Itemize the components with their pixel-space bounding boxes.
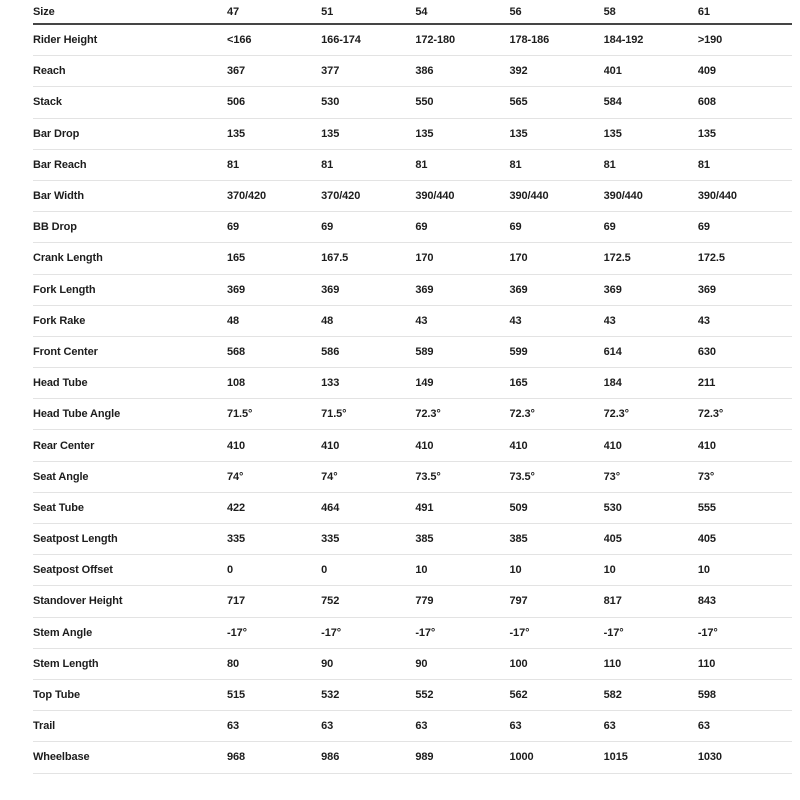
cell-value: 69 xyxy=(697,221,710,234)
row-label: Top Tube xyxy=(33,689,81,702)
cell-value: 48 xyxy=(321,314,334,327)
row-label: Seat Tube xyxy=(33,501,84,514)
row-label: Stack xyxy=(33,96,62,109)
cell-value: -17° xyxy=(321,626,342,639)
row-label: Rider Height xyxy=(33,34,98,47)
cell-value: 377 xyxy=(321,65,340,78)
cell-value: 630 xyxy=(697,345,716,358)
cell-value: -17° xyxy=(227,626,247,639)
cell-value: 69 xyxy=(227,221,240,234)
cell-value: 184-192 xyxy=(603,34,644,47)
size-header-value: 47 xyxy=(227,5,240,18)
cell-value: 1015 xyxy=(603,751,628,764)
cell-value: -17° xyxy=(415,626,436,639)
cell-value: 532 xyxy=(321,689,340,702)
cell-value: 135 xyxy=(415,127,434,140)
cell-value: 135 xyxy=(603,127,622,140)
cell-value: 74° xyxy=(227,470,244,483)
table-row xyxy=(33,493,792,524)
cell-value: 608 xyxy=(697,96,716,109)
cell-value: 63 xyxy=(321,720,334,733)
cell-value: 167.5 xyxy=(321,252,349,265)
cell-value: 63 xyxy=(415,720,428,733)
cell-value: 170 xyxy=(509,252,528,265)
cell-value: 73° xyxy=(697,470,715,483)
row-label: Fork Length xyxy=(33,283,96,296)
table-row xyxy=(33,181,792,212)
geometry-table-body xyxy=(33,25,792,774)
cell-value: 172.5 xyxy=(697,252,725,265)
cell-value: 10 xyxy=(603,564,616,577)
cell-value: 135 xyxy=(321,127,340,140)
cell-value: 81 xyxy=(509,158,522,171)
cell-value: 369 xyxy=(227,283,246,296)
cell-value: 71.5° xyxy=(227,408,253,421)
table-row xyxy=(33,56,792,87)
cell-value: 385 xyxy=(509,533,528,546)
cell-value: 335 xyxy=(321,533,340,546)
cell-value: 73.5° xyxy=(509,470,535,483)
cell-value: 80 xyxy=(227,657,240,670)
cell-value: 370/420 xyxy=(321,190,361,203)
cell-value: 369 xyxy=(697,283,716,296)
cell-value: <166 xyxy=(227,34,252,47)
cell-value: 968 xyxy=(227,751,246,764)
cell-value: 401 xyxy=(603,65,622,78)
cell-value: 73.5° xyxy=(415,470,441,483)
table-row xyxy=(33,524,792,555)
row-label: Stem Length xyxy=(33,657,99,670)
cell-value: 410 xyxy=(509,439,528,452)
row-label: Standover Height xyxy=(33,595,123,608)
cell-value: 509 xyxy=(509,501,528,514)
cell-value: -17° xyxy=(697,626,718,639)
cell-value: 72.3° xyxy=(415,408,441,421)
cell-value: 405 xyxy=(603,533,622,546)
cell-value: 568 xyxy=(227,345,246,358)
cell-value: 69 xyxy=(509,221,522,234)
cell-value: 599 xyxy=(509,345,528,358)
row-label: Head Tube Angle xyxy=(33,408,121,421)
cell-value: 530 xyxy=(321,96,340,109)
cell-value: 71.5° xyxy=(321,408,347,421)
cell-value: 491 xyxy=(415,501,434,514)
row-label: Bar Reach xyxy=(33,158,87,171)
cell-value: 166-174 xyxy=(321,34,361,47)
cell-value: 390/440 xyxy=(415,190,455,203)
cell-value: 552 xyxy=(415,689,434,702)
table-row xyxy=(33,399,792,430)
row-label: Seat Angle xyxy=(33,470,89,483)
table-row xyxy=(33,430,792,461)
cell-value: 0 xyxy=(321,564,328,577)
cell-value: 582 xyxy=(603,689,622,702)
table-row xyxy=(33,680,792,711)
cell-value: 69 xyxy=(321,221,334,234)
cell-value: 550 xyxy=(415,96,434,109)
cell-value: 717 xyxy=(227,595,246,608)
cell-value: 797 xyxy=(509,595,528,608)
row-label: Stem Angle xyxy=(33,626,93,639)
cell-value: 1000 xyxy=(509,751,534,764)
size-header-value: 51 xyxy=(321,5,334,18)
table-row xyxy=(33,212,792,243)
cell-value: 170 xyxy=(415,252,434,265)
row-label: Front Center xyxy=(33,345,98,358)
cell-value: 530 xyxy=(603,501,622,514)
cell-value: 184 xyxy=(603,377,622,390)
cell-value: 555 xyxy=(697,501,716,514)
cell-value: 81 xyxy=(603,158,616,171)
cell-value: 989 xyxy=(415,751,434,764)
row-label: Seatpost Length xyxy=(33,533,118,546)
cell-value: 390/440 xyxy=(603,190,643,203)
cell-value: 515 xyxy=(227,689,246,702)
row-label: Rear Center xyxy=(33,439,95,452)
row-label: Fork Rake xyxy=(33,314,86,327)
cell-value: 369 xyxy=(415,283,434,296)
cell-value: 74° xyxy=(321,470,338,483)
cell-value: 410 xyxy=(321,439,340,452)
cell-value: 48 xyxy=(227,314,240,327)
cell-value: 752 xyxy=(321,595,340,608)
table-row xyxy=(33,87,792,118)
cell-value: -17° xyxy=(603,626,624,639)
cell-value: 370/420 xyxy=(227,190,267,203)
table-header-row xyxy=(33,0,792,25)
row-label: Head Tube xyxy=(33,377,88,390)
cell-value: 165 xyxy=(509,377,528,390)
cell-value: 69 xyxy=(415,221,428,234)
cell-value: 81 xyxy=(227,158,240,171)
cell-value: 10 xyxy=(697,564,710,577)
cell-value: 390/440 xyxy=(509,190,549,203)
row-label: Bar Width xyxy=(33,190,84,203)
cell-value: 409 xyxy=(697,65,716,78)
cell-value: 598 xyxy=(697,689,716,702)
row-label: Crank Length xyxy=(33,252,103,265)
cell-value: 72.3° xyxy=(603,408,629,421)
table-row xyxy=(33,368,792,399)
table-row xyxy=(33,337,792,368)
cell-value: 843 xyxy=(697,595,716,608)
cell-value: 63 xyxy=(227,720,240,733)
cell-value: 589 xyxy=(415,345,434,358)
cell-value: 422 xyxy=(227,501,246,514)
cell-value: 110 xyxy=(697,657,716,670)
cell-value: 43 xyxy=(603,314,616,327)
table-row xyxy=(33,711,792,742)
cell-value: 110 xyxy=(603,657,622,670)
cell-value: 369 xyxy=(509,283,528,296)
cell-value: 172-180 xyxy=(415,34,455,47)
cell-value: 0 xyxy=(227,564,234,577)
cell-value: 565 xyxy=(509,96,528,109)
table-row xyxy=(33,150,792,181)
cell-value: 81 xyxy=(415,158,428,171)
cell-value: 90 xyxy=(321,657,334,670)
table-row xyxy=(33,618,792,649)
cell-value: 178-186 xyxy=(509,34,550,47)
geometry-table xyxy=(33,0,792,774)
table-row xyxy=(33,742,792,773)
cell-value: 410 xyxy=(415,439,434,452)
table-row xyxy=(33,555,792,586)
table-row xyxy=(33,649,792,680)
cell-value: 614 xyxy=(603,345,622,358)
cell-value: 165 xyxy=(227,252,246,265)
cell-value: 410 xyxy=(227,439,246,452)
cell-value: 211 xyxy=(697,377,716,390)
cell-value: 135 xyxy=(227,127,246,140)
cell-value: >190 xyxy=(697,34,723,47)
cell-value: 392 xyxy=(509,65,528,78)
cell-value: 369 xyxy=(603,283,622,296)
cell-value: 172.5 xyxy=(603,252,631,265)
size-header-value: 61 xyxy=(697,5,710,18)
cell-value: 10 xyxy=(415,564,428,577)
cell-value: 108 xyxy=(227,377,246,390)
cell-value: 72.3° xyxy=(509,408,535,421)
row-label: Reach xyxy=(33,65,66,78)
cell-value: 72.3° xyxy=(697,408,724,421)
cell-value: 817 xyxy=(603,595,622,608)
table-row xyxy=(33,275,792,306)
cell-value: 1030 xyxy=(697,751,722,764)
size-header-value: 58 xyxy=(603,5,616,18)
cell-value: 986 xyxy=(321,751,340,764)
cell-value: 369 xyxy=(321,283,340,296)
cell-value: 335 xyxy=(227,533,246,546)
table-row xyxy=(33,243,792,274)
cell-value: 69 xyxy=(603,221,616,234)
cell-value: 100 xyxy=(509,657,528,670)
cell-value: 405 xyxy=(697,533,716,546)
cell-value: 410 xyxy=(603,439,622,452)
cell-value: 63 xyxy=(603,720,616,733)
cell-value: 584 xyxy=(603,96,622,109)
row-label: Seatpost Offset xyxy=(33,564,113,577)
cell-value: 135 xyxy=(509,127,528,140)
cell-value: -17° xyxy=(509,626,530,639)
cell-value: 386 xyxy=(415,65,434,78)
table-row xyxy=(33,25,792,56)
cell-value: 10 xyxy=(509,564,522,577)
cell-value: 90 xyxy=(415,657,428,670)
cell-value: 464 xyxy=(321,501,340,514)
size-column-header: Size xyxy=(33,5,55,18)
table-row xyxy=(33,306,792,337)
cell-value: 81 xyxy=(697,158,710,171)
table-row xyxy=(33,586,792,617)
cell-value: 63 xyxy=(509,720,522,733)
cell-value: 133 xyxy=(321,377,340,390)
cell-value: 506 xyxy=(227,96,246,109)
row-label: Wheelbase xyxy=(33,751,90,764)
size-header-value: 54 xyxy=(415,5,428,18)
cell-value: 385 xyxy=(415,533,434,546)
cell-value: 43 xyxy=(697,314,710,327)
cell-value: 149 xyxy=(415,377,434,390)
cell-value: 73° xyxy=(603,470,620,483)
cell-value: 410 xyxy=(697,439,716,452)
cell-value: 779 xyxy=(415,595,434,608)
size-header-value: 56 xyxy=(509,5,522,18)
row-label: Bar Drop xyxy=(33,127,80,140)
cell-value: 562 xyxy=(509,689,528,702)
cell-value: 63 xyxy=(697,720,710,733)
cell-value: 586 xyxy=(321,345,340,358)
cell-value: 43 xyxy=(415,314,428,327)
row-label: BB Drop xyxy=(33,221,77,234)
row-label: Trail xyxy=(33,720,56,733)
cell-value: 43 xyxy=(509,314,522,327)
cell-value: 81 xyxy=(321,158,334,171)
table-row xyxy=(33,462,792,493)
table-row xyxy=(33,119,792,150)
cell-value: 367 xyxy=(227,65,246,78)
cell-value: 135 xyxy=(697,127,716,140)
cell-value: 390/440 xyxy=(697,190,737,203)
